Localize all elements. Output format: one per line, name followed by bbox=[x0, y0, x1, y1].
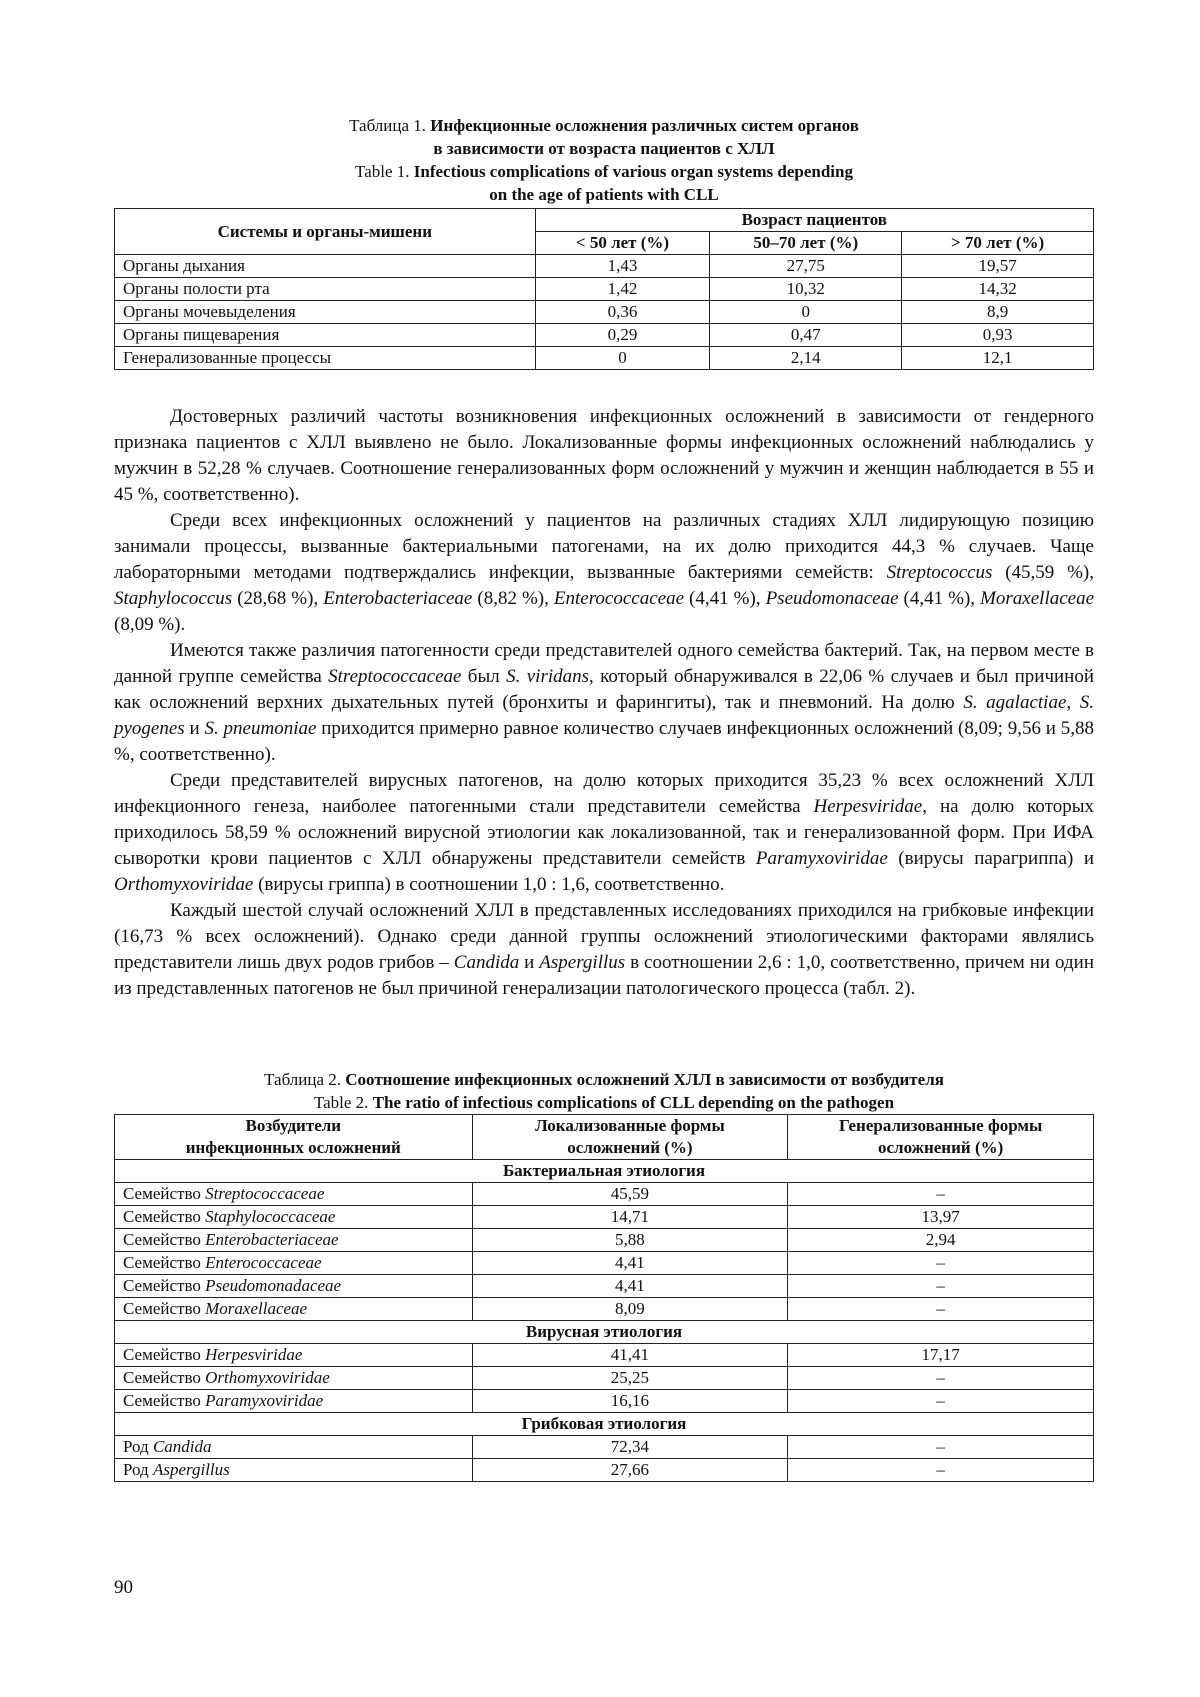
table1-cell-a: 1,43 bbox=[535, 255, 710, 278]
table1-caption-en-title-2: on the age of patients with CLL bbox=[489, 185, 719, 204]
text-run: Среди представителей вирусных патогенов, на долю которых приходится 35,23 % всех осложнений ХЛЛ инфекционного генеза, наиболее патогенными стали представители семейства bbox=[114, 770, 1094, 817]
table2-caption bbox=[114, 1068, 1094, 1114]
rank-label: Семейство bbox=[123, 1368, 206, 1387]
paragraph-2 bbox=[114, 508, 1094, 638]
general-cell: – bbox=[788, 1367, 1094, 1390]
text-run: (8,82 %), bbox=[472, 588, 554, 609]
table1-cell-c: 12,1 bbox=[902, 347, 1094, 370]
taxon-name: Staphylococcus bbox=[114, 588, 233, 609]
page-number: 90 bbox=[114, 1577, 133, 1598]
header-line: Локализованные формы bbox=[535, 1116, 725, 1135]
text-run: (28,68 %), bbox=[232, 588, 324, 609]
table-row bbox=[115, 1275, 1094, 1298]
section-bacterial: Бактериальная этиология bbox=[115, 1160, 1094, 1183]
taxon-name: Moraxellaceae bbox=[205, 1299, 308, 1318]
rank-label: Семейство bbox=[123, 1391, 206, 1410]
text-run: был bbox=[461, 666, 507, 687]
general-cell: 17,17 bbox=[788, 1344, 1094, 1367]
taxon-name: Moraxellaceae bbox=[980, 588, 1095, 609]
rank-label: Род bbox=[123, 1460, 153, 1479]
pathogen-cell bbox=[115, 1206, 473, 1229]
taxon-name: Enterobacteriaceae bbox=[205, 1230, 339, 1249]
table1-caption-ru-title: Инфекционные осложнения различных систем органов bbox=[430, 116, 859, 135]
table-row bbox=[115, 324, 1094, 347]
table1-cell-b: 0,47 bbox=[710, 324, 902, 347]
header-line: инфекционных осложнений bbox=[185, 1138, 401, 1157]
taxon-name: S. agalactiae bbox=[963, 692, 1067, 713]
text-run: и bbox=[519, 952, 540, 973]
table-row bbox=[115, 1367, 1094, 1390]
table-row bbox=[115, 1252, 1094, 1275]
text-run: Среди всех инфекционных осложнений у пациентов на различных стадиях ХЛЛ лидирующую позицию занимали процессы, вызванные бактериальными патогенами, на их долю приходится 44,3 % случаев. Чаще лабораторными методами подтверждались инфекции, вызванные бактериями семейств: bbox=[114, 510, 1094, 583]
table-row bbox=[115, 1436, 1094, 1459]
pathogen-cell bbox=[115, 1436, 473, 1459]
text-run: в соотношении 2,6 : 1,0, соответственно, причем ни один из представленных патогенов не был причиной генерализации патологического процесса (табл. 2). bbox=[114, 952, 1094, 999]
taxon-name: S. viridans bbox=[506, 666, 590, 687]
table1-cell-name: Органы полости рта bbox=[115, 278, 536, 301]
pathogen-cell bbox=[115, 1183, 473, 1206]
taxon-name: S. pneumoniae bbox=[204, 718, 317, 739]
pathogen-cell bbox=[115, 1390, 473, 1413]
local-cell: 16,16 bbox=[472, 1390, 788, 1413]
taxon-name: Orthomyxoviridae bbox=[114, 874, 254, 895]
table1-header-systems: Системы и органы-мишени bbox=[115, 209, 536, 255]
table2-header-general bbox=[788, 1115, 1094, 1160]
taxon-name: Staphylococcaceae bbox=[205, 1207, 336, 1226]
pathogen-cell bbox=[115, 1459, 473, 1482]
header-line: осложнений (%) bbox=[877, 1138, 1004, 1157]
table-row bbox=[115, 1206, 1094, 1229]
table2-caption-ru-prefix: Таблица 2. bbox=[264, 1070, 346, 1089]
taxon-name: Enterococcaceae bbox=[553, 588, 685, 609]
taxon-name: Aspergillus bbox=[539, 952, 626, 973]
table1-cell-name: Органы дыхания bbox=[115, 255, 536, 278]
rank-label: Семейство bbox=[123, 1299, 206, 1318]
text-run: (вирусы парагриппа) и bbox=[887, 848, 1094, 869]
text-run: Каждый шестой случай осложнений ХЛЛ в представленных исследованиях приходился на грибковые инфекции (16,73 % всех осложнений). Однако среди данной группы осложнений этиологическими факторами являлись представители лишь двух родов грибов – bbox=[114, 900, 1094, 973]
header-line: осложнений (%) bbox=[567, 1138, 693, 1157]
table1-cell-a: 0,36 bbox=[535, 301, 710, 324]
table1-cell-b: 2,14 bbox=[710, 347, 902, 370]
pathogen-cell bbox=[115, 1252, 473, 1275]
table-row bbox=[115, 301, 1094, 324]
header-line: Возбудители bbox=[245, 1116, 342, 1135]
table1-caption-ru-title-2: в зависимости от возраста пациентов с ХЛЛ bbox=[433, 139, 775, 158]
general-cell: – bbox=[788, 1390, 1094, 1413]
table1-header-age: Возраст пациентов bbox=[535, 209, 1093, 232]
table1-cell-b: 0 bbox=[710, 301, 902, 324]
table1-cell-c: 14,32 bbox=[902, 278, 1094, 301]
general-cell: – bbox=[788, 1275, 1094, 1298]
table1-header-col1: < 50 лет (%) bbox=[535, 232, 710, 255]
table1-cell-b: 27,75 bbox=[710, 255, 902, 278]
local-cell: 5,88 bbox=[472, 1229, 788, 1252]
text-run: Имеются также различия патогенности среди представителей одного семейства бактерий. Так, на первом месте в данной группе семейства bbox=[114, 640, 1094, 687]
table-row bbox=[115, 1298, 1094, 1321]
rank-label: Семейство bbox=[123, 1184, 206, 1203]
pathogen-cell bbox=[115, 1344, 473, 1367]
taxon-name: Streptococcaceae bbox=[328, 666, 462, 687]
general-cell: – bbox=[788, 1298, 1094, 1321]
table1-caption-en-prefix: Table 1. bbox=[355, 162, 414, 181]
table-row bbox=[115, 1459, 1094, 1482]
table1-caption-ru-prefix: Таблица 1. bbox=[349, 116, 431, 135]
local-cell: 72,34 bbox=[472, 1436, 788, 1459]
general-cell: 2,94 bbox=[788, 1229, 1094, 1252]
table-row bbox=[115, 255, 1094, 278]
table1-caption bbox=[114, 114, 1094, 206]
paragraph-4 bbox=[114, 768, 1094, 898]
pathogen-cell bbox=[115, 1367, 473, 1390]
local-cell: 25,25 bbox=[472, 1367, 788, 1390]
text-run: (4,41 %), bbox=[684, 588, 766, 609]
table1-cell-c: 19,57 bbox=[902, 255, 1094, 278]
rank-label: Семейство bbox=[123, 1253, 206, 1272]
paragraph-1 bbox=[114, 404, 1094, 508]
text-run: (4,41 %), bbox=[898, 588, 981, 609]
table2-header-pathogen bbox=[115, 1115, 473, 1160]
taxon-name: Enterococcaceae bbox=[205, 1253, 322, 1272]
table-row bbox=[115, 347, 1094, 370]
paragraph-5 bbox=[114, 898, 1094, 1002]
taxon-name: S. pyogenes bbox=[114, 692, 1094, 739]
local-cell: 4,41 bbox=[472, 1252, 788, 1275]
section-fungal: Грибковая этиология bbox=[115, 1413, 1094, 1436]
text-run: приходится примерно равное количество случаев инфекционных осложнений (8,09; 9,56 и 5,88 %, соответственно). bbox=[114, 718, 1094, 765]
table1-cell-a: 0 bbox=[535, 347, 710, 370]
section-viral: Вирусная этиология bbox=[115, 1321, 1094, 1344]
rank-label: Семейство bbox=[123, 1207, 206, 1226]
general-cell: – bbox=[788, 1459, 1094, 1482]
local-cell: 14,71 bbox=[472, 1206, 788, 1229]
taxon-name: Paramyxoviridae bbox=[205, 1391, 324, 1410]
table1-cell-name: Органы мочевыделения bbox=[115, 301, 536, 324]
text-run: (45,59 %), bbox=[992, 562, 1094, 583]
local-cell: 45,59 bbox=[472, 1183, 788, 1206]
text-run: , который обнаруживался в 22,06 % случаев и был причиной как осложнений верхних дыхательных путей (бронхиты и фарингиты), так и пневмоний. На долю bbox=[114, 666, 1095, 713]
text-run: , на долю которых приходилось 58,59 % осложнений вирусной этиологии как локализованной, так и генерализованной форм. При ИФА сыворотки крови пациентов с ХЛЛ обнаружены представители семейств bbox=[114, 796, 1095, 869]
table1-header-col3: > 70 лет (%) bbox=[902, 232, 1094, 255]
table1-cell-c: 0,93 bbox=[902, 324, 1094, 347]
table2-caption-en-title: The ratio of infectious complications of CLL depending on the pathogen bbox=[372, 1093, 895, 1112]
table2 bbox=[114, 1114, 1094, 1482]
table1-cell-b: 10,32 bbox=[710, 278, 902, 301]
table1-cell-a: 0,29 bbox=[535, 324, 710, 347]
rank-label: Семейство bbox=[123, 1345, 206, 1364]
rank-label: Семейство bbox=[123, 1230, 206, 1249]
pathogen-cell bbox=[115, 1229, 473, 1252]
rank-label: Семейство bbox=[123, 1276, 206, 1295]
general-cell: 13,97 bbox=[788, 1206, 1094, 1229]
taxon-name: Orthomyxoviridae bbox=[205, 1368, 330, 1387]
general-cell: – bbox=[788, 1183, 1094, 1206]
pathogen-cell bbox=[115, 1298, 473, 1321]
taxon-name: Pseudomonaceae bbox=[765, 588, 899, 609]
taxon-name: Candida bbox=[453, 952, 520, 973]
text-run: и bbox=[184, 718, 205, 739]
table2-caption-en-prefix: Table 2. bbox=[313, 1093, 373, 1112]
table1-cell-name: Органы пищеварения bbox=[115, 324, 536, 347]
table-row bbox=[115, 278, 1094, 301]
table1-cell-name: Генерализованные процессы bbox=[115, 347, 536, 370]
table1-cell-c: 8,9 bbox=[902, 301, 1094, 324]
rank-label: Род bbox=[123, 1437, 153, 1456]
taxon-name: Herpesviridae bbox=[813, 796, 923, 817]
taxon-name: Streptococcus bbox=[886, 562, 993, 583]
table-row bbox=[115, 1344, 1094, 1367]
taxon-name: Candida bbox=[152, 1437, 212, 1456]
table1 bbox=[114, 208, 1094, 370]
body-text bbox=[114, 404, 1094, 1002]
header-line: Генерализованные формы bbox=[838, 1116, 1043, 1135]
taxon-name: Pseudomonadaceae bbox=[205, 1276, 342, 1295]
local-cell: 27,66 bbox=[472, 1459, 788, 1482]
text-run: , bbox=[1066, 692, 1080, 713]
paragraph-3 bbox=[114, 638, 1094, 768]
local-cell: 4,41 bbox=[472, 1275, 788, 1298]
text-run: (вирусы гриппа) в соотношении 1,0 : 1,6, соответственно. bbox=[253, 874, 725, 895]
table-row bbox=[115, 1229, 1094, 1252]
taxon-name: Enterobacteriaceae bbox=[323, 588, 473, 609]
taxon-name: Aspergillus bbox=[152, 1460, 230, 1479]
taxon-name: Herpesviridae bbox=[205, 1345, 303, 1364]
table2-caption-ru-title: Соотношение инфекционных осложнений ХЛЛ в зависимости от возбудителя bbox=[345, 1070, 944, 1089]
general-cell: – bbox=[788, 1252, 1094, 1275]
pathogen-cell bbox=[115, 1275, 473, 1298]
taxon-name: Paramyxoviridae bbox=[755, 848, 888, 869]
general-cell: – bbox=[788, 1436, 1094, 1459]
local-cell: 8,09 bbox=[472, 1298, 788, 1321]
table1-header-col2: 50–70 лет (%) bbox=[710, 232, 902, 255]
paragraph-1-text: Достоверных различий частоты возникновения инфекционных осложнений в зависимости от гендерного признака пациентов с ХЛЛ выявлено не было. Локализованные формы инфекционных осложнений наблюдались у мужчин в 52,28 % случаев. Соотношение генерализованных форм осложнений у мужчин и женщин наблюдается в 55 и 45 %, соответственно). bbox=[114, 406, 1094, 505]
table-row bbox=[115, 1390, 1094, 1413]
table1-caption-en-title: Infectious complications of various organ systems depending bbox=[413, 162, 853, 181]
local-cell: 41,41 bbox=[472, 1344, 788, 1367]
table-row bbox=[115, 1183, 1094, 1206]
text-run: (8,09 %). bbox=[114, 614, 186, 635]
table2-header-local bbox=[472, 1115, 788, 1160]
taxon-name: Streptococcaceae bbox=[205, 1184, 325, 1203]
table1-cell-a: 1,42 bbox=[535, 278, 710, 301]
